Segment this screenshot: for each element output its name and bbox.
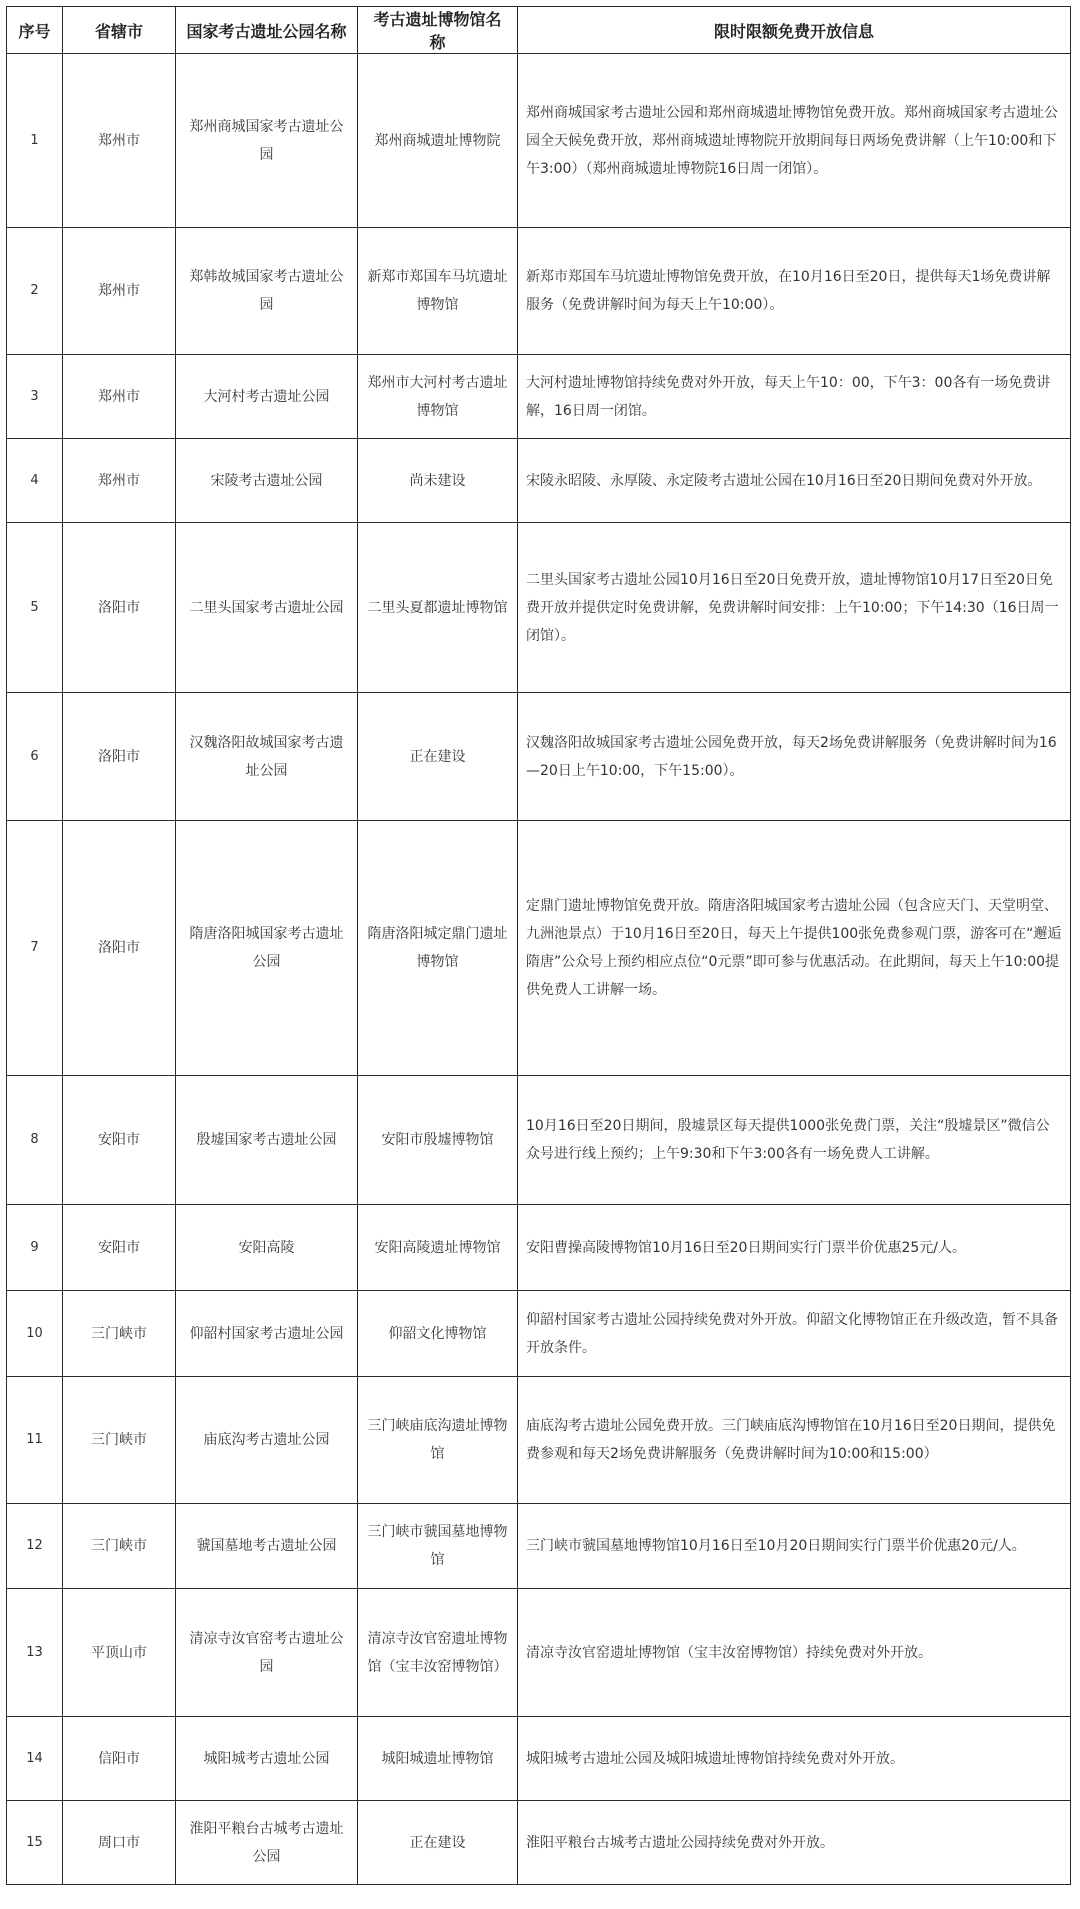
museum-name-cell: 安阳高陵遗址博物馆 — [358, 1205, 518, 1291]
table-row — [7, 523, 1071, 693]
row-number: 8 — [7, 1076, 63, 1205]
park-name-cell: 庙底沟考古遗址公园 — [176, 1377, 358, 1504]
free-info-cell: 新郑市郑国车马坑遗址博物馆免费开放，在10月16日至20日，提供每天1场免费讲解服务（免费讲解时间为每天上午10:00）。 — [518, 228, 1071, 355]
city-cell: 郑州市 — [63, 228, 176, 355]
park-name-cell: 淮阳平粮台古城考古遗址公园 — [176, 1801, 358, 1885]
park-name-cell: 清凉寺汝官窑考古遗址公园 — [176, 1589, 358, 1717]
free-info-cell: 淮阳平粮台古城考古遗址公园持续免费对外开放。 — [518, 1801, 1071, 1885]
row-number: 11 — [7, 1377, 63, 1504]
row-number: 5 — [7, 523, 63, 693]
city-cell: 洛阳市 — [63, 821, 176, 1076]
free-info-cell: 仰韶村国家考古遗址公园持续免费对外开放。仰韶文化博物馆正在升级改造，暂不具备开放条件。 — [518, 1291, 1071, 1377]
museum-name-cell: 隋唐洛阳城定鼎门遗址博物馆 — [358, 821, 518, 1076]
museum-name-cell: 郑州市大河村考古遗址博物馆 — [358, 355, 518, 439]
table-row — [7, 1589, 1071, 1717]
row-number: 9 — [7, 1205, 63, 1291]
header-no: 序号 — [7, 7, 63, 54]
table-row — [7, 355, 1071, 439]
header-row — [7, 7, 1071, 54]
free-info-cell: 城阳城考古遗址公园及城阳城遗址博物馆持续免费对外开放。 — [518, 1717, 1071, 1801]
free-info-cell: 郑州商城国家考古遗址公园和郑州商城遗址博物馆免费开放。郑州商城国家考古遗址公园全天候免费开放，郑州商城遗址博物院开放期间每日两场免费讲解（上午10:00和下午3:00）（郑州商城遗址博物院16日周一闭馆）。 — [518, 54, 1071, 228]
header-city: 省辖市 — [63, 7, 176, 54]
museum-name-cell: 三门峡市虢国墓地博物馆 — [358, 1504, 518, 1589]
park-name-cell: 虢国墓地考古遗址公园 — [176, 1504, 358, 1589]
city-cell: 安阳市 — [63, 1205, 176, 1291]
row-number: 13 — [7, 1589, 63, 1717]
city-cell: 周口市 — [63, 1801, 176, 1885]
museum-name-cell: 郑州商城遗址博物院 — [358, 54, 518, 228]
archaeological-park-table — [6, 6, 1071, 1885]
city-cell: 三门峡市 — [63, 1504, 176, 1589]
free-info-cell: 定鼎门遗址博物馆免费开放。隋唐洛阳城国家考古遗址公园（包含应天门、天堂明堂、九洲池景点）于10月16日至20日，每天上午提供100张免费参观门票，游客可在“邂逅隋唐”公众号上预约相应点位“0元票”即可参与优惠活动。在此期间，每天上午10:00提供免费人工讲解一场。 — [518, 821, 1071, 1076]
table-row — [7, 1717, 1071, 1801]
museum-name-cell: 三门峡庙底沟遗址博物馆 — [358, 1377, 518, 1504]
free-info-cell: 10月16日至20日期间，殷墟景区每天提供1000张免费门票，关注“殷墟景区”微信公众号进行线上预约；上午9:30和下午3:00各有一场免费人工讲解。 — [518, 1076, 1071, 1205]
free-info-cell: 清凉寺汝官窑遗址博物馆（宝丰汝窑博物馆）持续免费对外开放。 — [518, 1589, 1071, 1717]
table-row — [7, 54, 1071, 228]
city-cell: 洛阳市 — [63, 523, 176, 693]
table-row — [7, 693, 1071, 821]
museum-name-cell: 尚未建设 — [358, 439, 518, 523]
museum-name-cell: 清凉寺汝官窑遗址博物馆（宝丰汝窑博物馆） — [358, 1589, 518, 1717]
free-info-cell: 汉魏洛阳故城国家考古遗址公园免费开放，每天2场免费讲解服务（免费讲解时间为16—20日上午10:00，下午15:00）。 — [518, 693, 1071, 821]
city-cell: 三门峡市 — [63, 1377, 176, 1504]
free-info-cell: 安阳曹操高陵博物馆10月16日至20日期间实行门票半价优惠25元/人。 — [518, 1205, 1071, 1291]
city-cell: 信阳市 — [63, 1717, 176, 1801]
table-row — [7, 821, 1071, 1076]
museum-name-cell: 城阳城遗址博物馆 — [358, 1717, 518, 1801]
row-number: 12 — [7, 1504, 63, 1589]
park-name-cell: 安阳高陵 — [176, 1205, 358, 1291]
museum-name-cell: 正在建设 — [358, 693, 518, 821]
park-name-cell: 郑州商城国家考古遗址公园 — [176, 54, 358, 228]
row-number: 10 — [7, 1291, 63, 1377]
row-number: 1 — [7, 54, 63, 228]
museum-name-cell: 正在建设 — [358, 1801, 518, 1885]
table-row — [7, 1801, 1071, 1885]
city-cell: 安阳市 — [63, 1076, 176, 1205]
free-info-cell: 大河村遗址博物馆持续免费对外开放，每天上午10：00，下午3：00各有一场免费讲解，16日周一闭馆。 — [518, 355, 1071, 439]
row-number: 3 — [7, 355, 63, 439]
park-name-cell: 郑韩故城国家考古遗址公园 — [176, 228, 358, 355]
city-cell: 平顶山市 — [63, 1589, 176, 1717]
table-row — [7, 228, 1071, 355]
table-row — [7, 1377, 1071, 1504]
table-row — [7, 1076, 1071, 1205]
park-name-cell: 城阳城考古遗址公园 — [176, 1717, 358, 1801]
city-cell: 郑州市 — [63, 54, 176, 228]
row-number: 4 — [7, 439, 63, 523]
table-row — [7, 1291, 1071, 1377]
park-name-cell: 大河村考古遗址公园 — [176, 355, 358, 439]
header-museum-name: 考古遗址博物馆名称 — [358, 7, 518, 54]
museum-name-cell: 二里头夏都遗址博物馆 — [358, 523, 518, 693]
city-cell: 洛阳市 — [63, 693, 176, 821]
free-info-cell: 二里头国家考古遗址公园10月16日至20日免费开放，遗址博物馆10月17日至20日免费开放并提供定时免费讲解，免费讲解时间安排：上午10:00；下午14:30（16日周一闭馆）。 — [518, 523, 1071, 693]
table-row — [7, 1205, 1071, 1291]
museum-name-cell: 安阳市殷墟博物馆 — [358, 1076, 518, 1205]
park-name-cell: 隋唐洛阳城国家考古遗址公园 — [176, 821, 358, 1076]
museum-name-cell: 新郑市郑国车马坑遗址博物馆 — [358, 228, 518, 355]
free-info-cell: 宋陵永昭陵、永厚陵、永定陵考古遗址公园在10月16日至20日期间免费对外开放。 — [518, 439, 1071, 523]
row-number: 2 — [7, 228, 63, 355]
park-name-cell: 宋陵考古遗址公园 — [176, 439, 358, 523]
table-row — [7, 439, 1071, 523]
row-number: 6 — [7, 693, 63, 821]
park-name-cell: 仰韶村国家考古遗址公园 — [176, 1291, 358, 1377]
park-name-cell: 汉魏洛阳故城国家考古遗址公园 — [176, 693, 358, 821]
free-info-cell: 三门峡市虢国墓地博物馆10月16日至10月20日期间实行门票半价优惠20元/人。 — [518, 1504, 1071, 1589]
park-table-sheet — [6, 6, 1070, 1885]
header-free-info: 限时限额免费开放信息 — [518, 7, 1071, 54]
table-row — [7, 1504, 1071, 1589]
row-number: 14 — [7, 1717, 63, 1801]
city-cell: 三门峡市 — [63, 1291, 176, 1377]
free-info-cell: 庙底沟考古遗址公园免费开放。三门峡庙底沟博物馆在10月16日至20日期间，提供免费参观和每天2场免费讲解服务（免费讲解时间为10:00和15:00） — [518, 1377, 1071, 1504]
museum-name-cell: 仰韶文化博物馆 — [358, 1291, 518, 1377]
park-name-cell: 二里头国家考古遗址公园 — [176, 523, 358, 693]
row-number: 7 — [7, 821, 63, 1076]
row-number: 15 — [7, 1801, 63, 1885]
header-park-name: 国家考古遗址公园名称 — [176, 7, 358, 54]
city-cell: 郑州市 — [63, 439, 176, 523]
park-name-cell: 殷墟国家考古遗址公园 — [176, 1076, 358, 1205]
city-cell: 郑州市 — [63, 355, 176, 439]
